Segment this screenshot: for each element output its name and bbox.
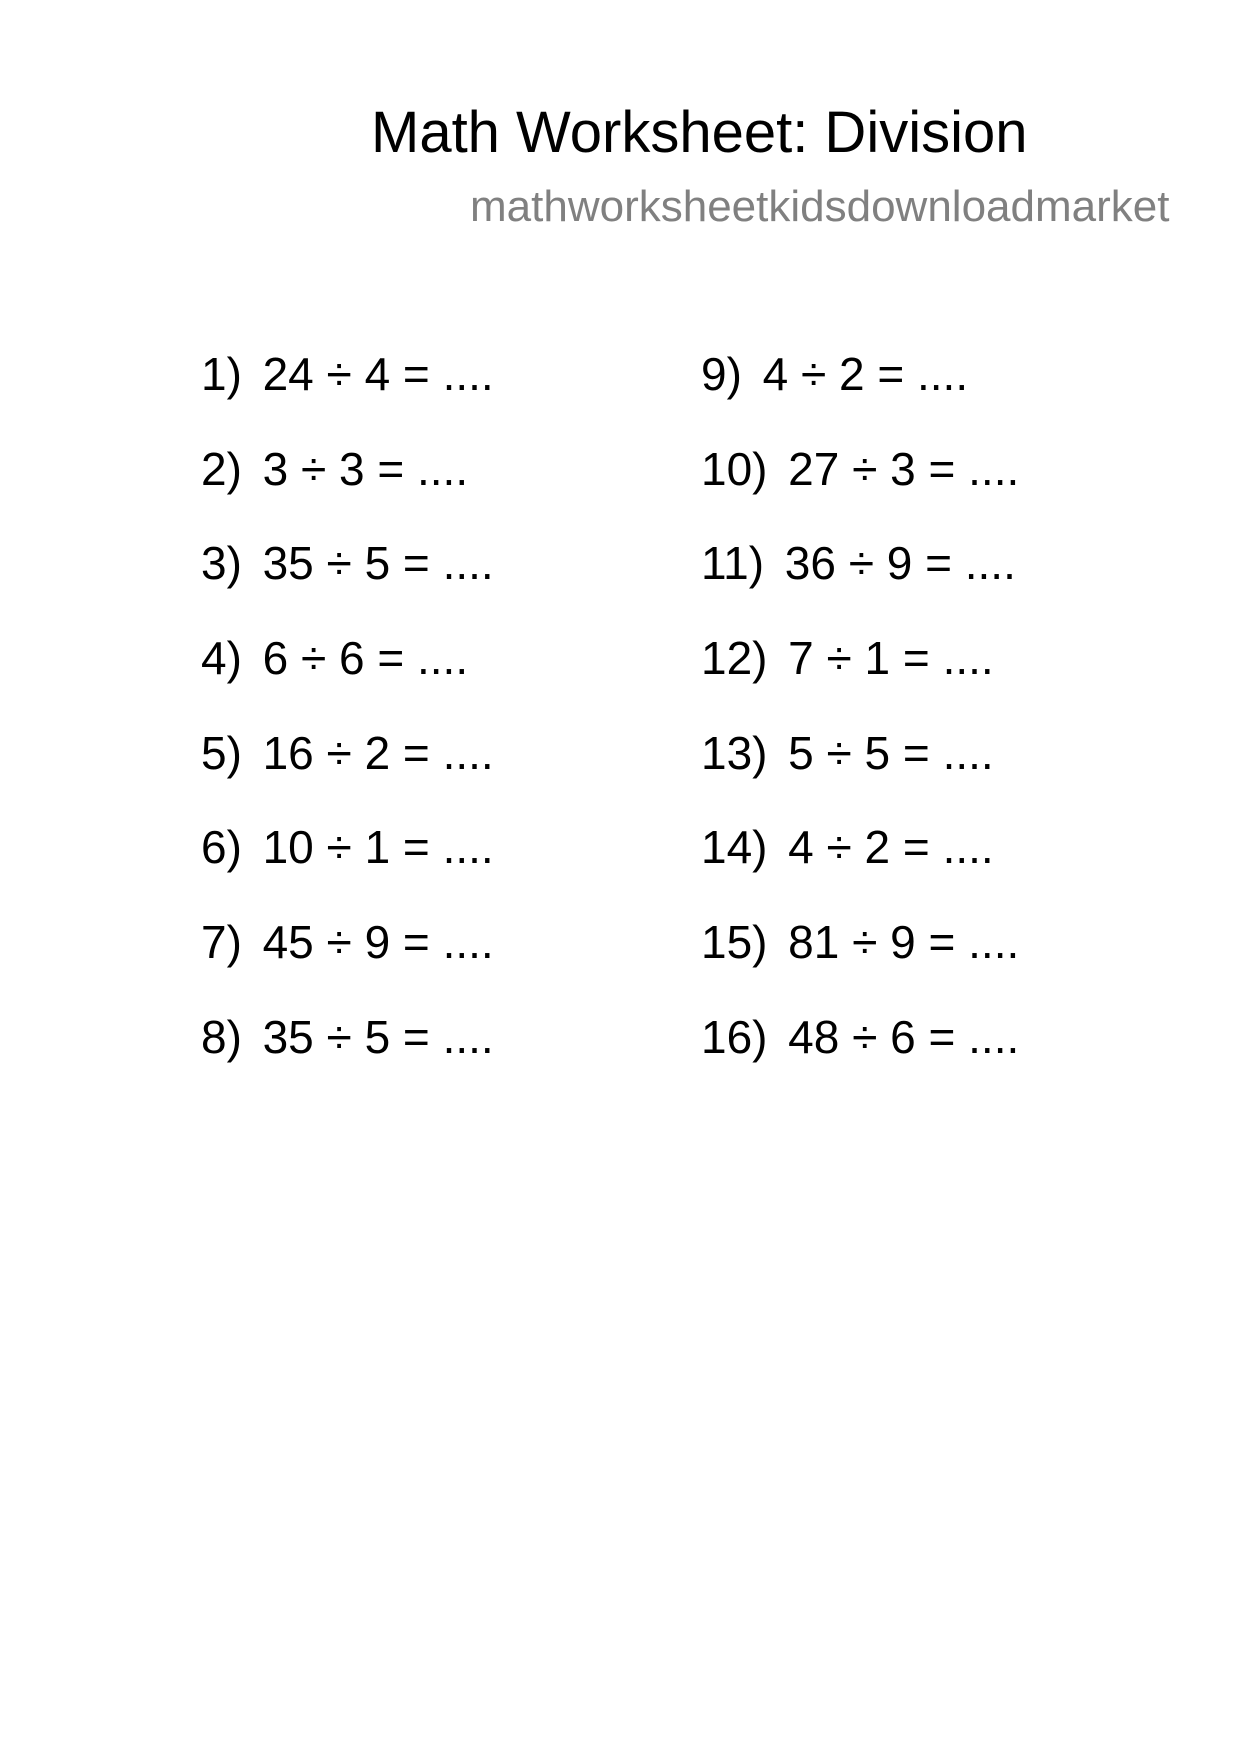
- problem-expression: 10 ÷ 1 = ....: [262, 821, 494, 874]
- problem-number: 1): [201, 348, 242, 400]
- problem-expression: 81 ÷ 9 = ....: [788, 916, 1020, 969]
- problem-number: 15): [701, 916, 768, 969]
- problem-number: 12): [701, 632, 768, 685]
- problem-item: [701, 346, 1019, 441]
- problem-expression: 7 ÷ 1 = ....: [788, 632, 994, 685]
- problem-expression: 35 ÷ 5 = ....: [262, 537, 494, 590]
- problem-number: 13): [701, 726, 768, 779]
- problems-right-column: [701, 346, 1019, 1104]
- problem-number: 9): [701, 348, 742, 400]
- problem-item: [701, 441, 1019, 536]
- problem-item: [201, 630, 494, 725]
- problem-item: [201, 914, 494, 1009]
- problem-number: 3): [201, 537, 242, 590]
- problem-expression: 24 ÷ 4 = ....: [262, 348, 494, 400]
- problem-item: [201, 1009, 494, 1104]
- problem-number: 10): [701, 442, 768, 495]
- problem-number: 7): [201, 916, 242, 969]
- problem-item: [701, 914, 1019, 1009]
- problem-number: 2): [201, 442, 242, 495]
- problem-number: 11): [701, 537, 765, 590]
- problem-expression: 5 ÷ 5 = ....: [788, 726, 994, 779]
- worksheet-subtitle: mathworksheetkidsdownloadmarket: [470, 182, 1170, 231]
- problem-item: [701, 1009, 1019, 1104]
- problems-left-column: [201, 346, 494, 1104]
- problem-item: [701, 819, 1019, 914]
- problem-item: [701, 725, 1019, 820]
- problem-expression: 16 ÷ 2 = ....: [262, 726, 494, 779]
- problem-item: [201, 441, 494, 536]
- problem-expression: 36 ÷ 9 = ....: [784, 537, 1016, 590]
- problem-number: 14): [701, 821, 768, 874]
- problem-number: 16): [701, 1010, 768, 1063]
- problem-item: [201, 725, 494, 820]
- problem-number: 6): [201, 821, 242, 874]
- problem-item: [201, 535, 494, 630]
- problem-expression: 4 ÷ 2 = ....: [762, 348, 969, 400]
- problem-number: 8): [201, 1010, 242, 1063]
- problem-item: [701, 535, 1019, 630]
- problem-expression: 35 ÷ 5 = ....: [262, 1010, 494, 1063]
- problem-expression: 27 ÷ 3 = ....: [788, 442, 1020, 495]
- problem-expression: 3 ÷ 3 = ....: [262, 442, 469, 495]
- problem-expression: 6 ÷ 6 = ....: [262, 632, 469, 685]
- problem-expression: 48 ÷ 6 = ....: [788, 1010, 1020, 1063]
- problem-expression: 45 ÷ 9 = ....: [262, 916, 494, 969]
- problem-number: 5): [201, 726, 242, 779]
- problem-item: [201, 819, 494, 914]
- problem-expression: 4 ÷ 2 = ....: [788, 821, 994, 874]
- problem-item: [201, 346, 494, 441]
- worksheet-title: Math Worksheet: Division: [371, 100, 1028, 165]
- problem-item: [701, 630, 1019, 725]
- problem-number: 4): [201, 632, 242, 685]
